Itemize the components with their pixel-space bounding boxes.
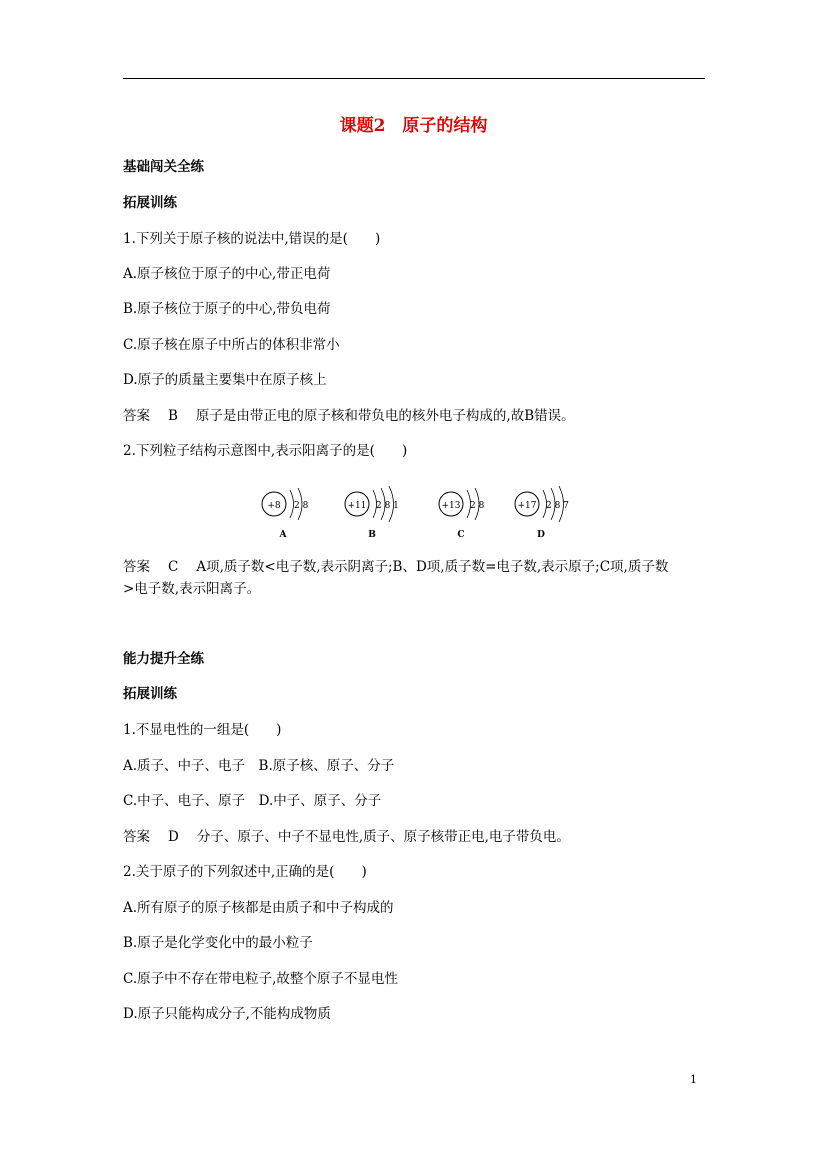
answer-label: 答案 [123, 559, 150, 575]
atom-label-a: A [279, 530, 287, 540]
question-4-option-c: C.原子中不存在带电粒子,故整个原子不显电性 [123, 971, 398, 987]
nucleus-label-a: +8 [267, 501, 281, 511]
question-4-option-d: D.原子只能构成分子,不能构成物质 [123, 1006, 331, 1022]
question-1-option-c: C.原子核在原子中所占的体积非常小 [123, 337, 340, 353]
answer-label: 答案 [123, 408, 150, 424]
shell-electrons-c: 2 8 [470, 501, 485, 511]
question-4-option-a: A.所有原子的原子核都是由质子和中子构成的 [123, 900, 394, 916]
header-rule [123, 78, 705, 79]
nucleus-label-d: +17 [517, 501, 537, 511]
subheading-training: 拓展训练 [123, 195, 177, 211]
question-2-answer [123, 557, 668, 577]
shell-electrons-d: 2 8 7 [546, 501, 569, 511]
answer-letter: D [168, 829, 179, 845]
atom-label-d: D [537, 530, 545, 540]
question-3-answer [123, 827, 570, 847]
question-3-stem: 1.不显电性的一组是( ) [123, 722, 282, 738]
page-number: 1 [690, 1073, 697, 1086]
nucleus-label-b: +11 [347, 501, 367, 511]
question-3-options-row1: A.质子、中子、电子 B.原子核、原子、分子 [123, 758, 395, 774]
question-3-options-row2: C.中子、电子、原子 D.中子、原子、分子 [123, 793, 382, 809]
atom-diagram-d [515, 486, 569, 540]
question-1-option-d: D.原子的质量主要集中在原子核上 [123, 372, 327, 388]
answer-explanation: 分子、原子、中子不显电性,质子、原子核带正电,电子带负电。 [196, 829, 570, 845]
section-heading-advanced: 能力提升全练 [123, 651, 204, 667]
answer-letter: B [168, 408, 178, 424]
question-4-stem: 2.关于原子的下列叙述中,正确的是( ) [123, 864, 367, 880]
atom-structure-diagram [255, 482, 585, 544]
answer-explanation: 原子是由带正电的原子核和带负电的核外电子构成的,故B错误。 [195, 408, 575, 424]
question-1-option-b: B.原子核位于原子的中心,带负电荷 [123, 301, 331, 317]
question-1-option-a: A.原子核位于原子的中心,带正电荷 [123, 266, 331, 282]
answer-explanation-part1: A项,质子数<电子数,表示阴离子;B、D项,质子数=电子数,表示原子;C项,质子数 [196, 559, 669, 575]
atom-diagram-c [439, 488, 485, 540]
atom-label-b: B [368, 530, 376, 540]
question-2-stem: 2.下列粒子结构示意图中,表示阳离子的是( ) [123, 443, 408, 459]
page-title: 课题2 原子的结构 [339, 116, 488, 136]
atom-diagram-a [262, 488, 309, 540]
atom-label-c: C [457, 530, 465, 540]
question-2-answer-continued: >电子数,表示阳离子。 [123, 581, 261, 597]
section-heading-basic: 基础闯关全练 [123, 159, 204, 175]
question-1-answer [123, 406, 575, 426]
shell-electrons-a: 2 8 [294, 501, 309, 511]
nucleus-label-c: +13 [441, 501, 461, 511]
question-1-stem: 1.下列关于原子核的说法中,错误的是( ) [123, 231, 381, 247]
shell-electrons-b: 2 8 1 [376, 501, 399, 511]
atom-diagram-b [345, 486, 399, 540]
answer-label: 答案 [123, 829, 150, 845]
subheading-training-2: 拓展训练 [123, 686, 177, 702]
answer-letter: C [168, 559, 179, 575]
question-4-option-b: B.原子是化学变化中的最小粒子 [123, 935, 313, 951]
